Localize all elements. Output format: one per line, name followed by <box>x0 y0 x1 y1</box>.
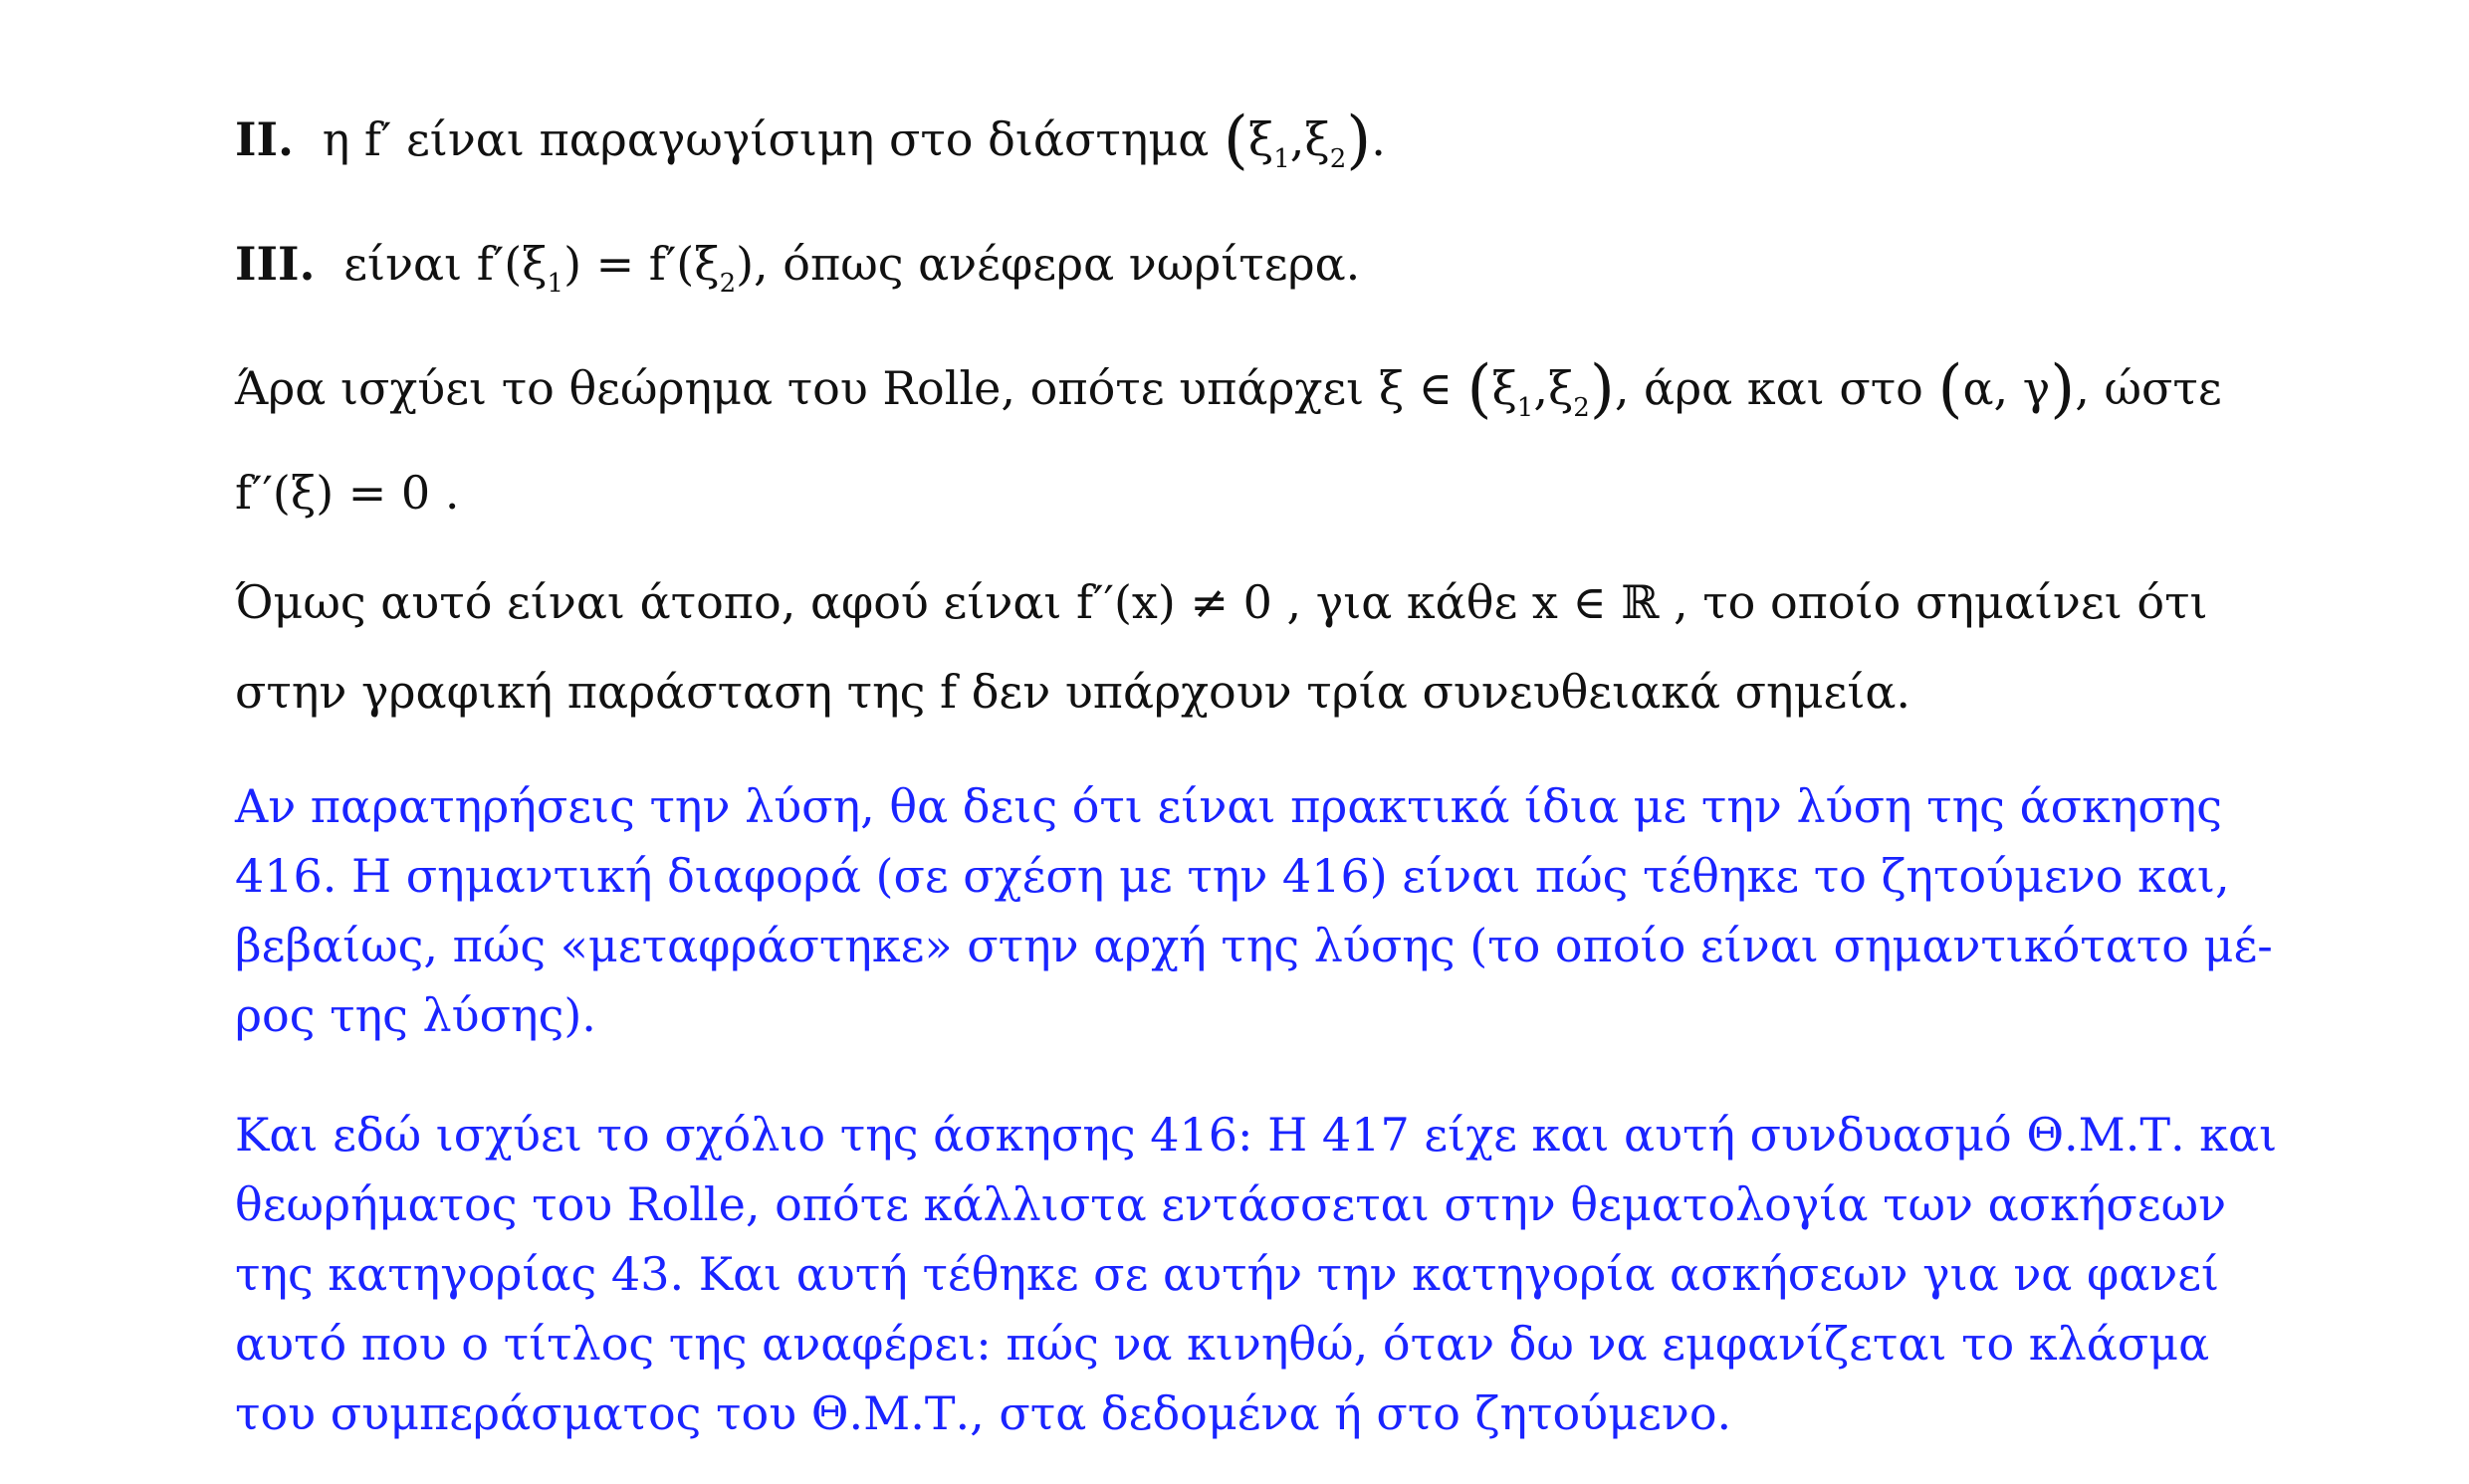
comment-2-line: του συμπεράσματος του Θ.Μ.Τ., στα δεδομένα ή στο ζητούμενο. <box>235 1386 1732 1440</box>
comment-2-line: θεωρήματος του Rolle, οπότε κάλλιστα εντάσσεται στην θεματολογία των ασκήσεων <box>235 1177 2227 1231</box>
xi-2: ξ <box>1547 361 1574 415</box>
xi-1: ξ <box>1491 361 1517 415</box>
conclusion-text-b: , άρα και στο <box>1614 361 1923 415</box>
interval-alpha-gamma: α, γ <box>1962 361 2051 415</box>
close-paren: ) <box>2050 352 2076 426</box>
open-paren: ( <box>1937 352 1963 426</box>
close-paren: ) <box>1346 104 1372 177</box>
xi-2: ξ <box>1304 112 1330 166</box>
comment-1-line: ρος της λύσης). <box>235 988 596 1042</box>
conclusion-text-a: Άρα ισχύει το θεώρημα του Rolle, οπότε υπάρχει ξ ∈ <box>235 361 1453 415</box>
subscript-1: 1 <box>1516 393 1534 423</box>
contradiction-line-2: στην γραφική παράσταση της f δεν υπάρχουν τρία συνευθειακά σημεία. <box>235 665 1911 719</box>
conclusion-text-c: , ώστε <box>2075 361 2222 415</box>
comment-2-line: της κατηγορίας 43. Και αυτή τέθηκε σε αυτήν την κατηγορία ασκήσεων για να φανεί <box>235 1247 2220 1301</box>
close-paren: ) <box>1589 352 1615 426</box>
contradiction-line-1: Όμως αυτό είναι άτοπο, αφού είναι f′′(x) ≠ 0 , για κάθε x ∈ ℝ , το οποίο σημαίνει ότι <box>235 575 2208 629</box>
conclusion-line-2: f′′(ξ) = 0 . <box>235 466 460 520</box>
item-ii <box>235 104 1386 189</box>
comment-1-line: 416. Η σημαντική διαφορά (σε σχέση με την 416) είναι πώς τέθηκε το ζητούμενο και, <box>235 849 2230 903</box>
subscript-1: 1 <box>547 269 564 299</box>
item-ii-text: η f′ είναι παραγωγίσιμη στο διάστημα <box>322 112 1210 166</box>
subscript-2: 2 <box>719 269 737 299</box>
conclusion-line-1 <box>235 352 2222 438</box>
comma: , <box>1289 112 1305 166</box>
comment-1-line: Αν παρατηρήσεις την λύση, θα δεις ότι είναι πρακτικά ίδια με την λύση της άσκησης <box>235 779 2223 833</box>
open-paren: ( <box>1466 352 1492 426</box>
item-iii-text-b: ) = f′(ξ <box>563 237 720 291</box>
item-iii <box>235 234 1360 314</box>
subscript-1: 1 <box>1273 144 1290 174</box>
item-iii-text-c: ), όπως ανέφερα νωρίτερα. <box>736 237 1361 291</box>
item-iii-marker: III. <box>235 237 316 291</box>
item-iii-text-a: είναι f′(ξ <box>343 237 548 291</box>
open-paren: ( <box>1223 104 1248 177</box>
period: . <box>1371 112 1386 166</box>
subscript-2: 2 <box>1573 393 1590 423</box>
comma: , <box>1533 361 1548 415</box>
comment-1-line: βεβαίως, πώς «μεταφράστηκε» στην αρχή της λύσης (το οποίο είναι σημαντικότατο μέ- <box>235 919 2273 972</box>
item-ii-marker: II. <box>235 112 295 166</box>
comment-2-line: Και εδώ ισχύει το σχόλιο της άσκησης 416: Η 417 είχε και αυτή συνδυασμό Θ.Μ.Τ. και <box>235 1108 2278 1162</box>
xi-1: ξ <box>1247 112 1274 166</box>
comment-2-line: αυτό που ο τίτλος της αναφέρει: πώς να κινηθώ, όταν δω να εμφανίζεται το κλάσμα <box>235 1317 2210 1371</box>
subscript-2: 2 <box>1329 144 1347 174</box>
